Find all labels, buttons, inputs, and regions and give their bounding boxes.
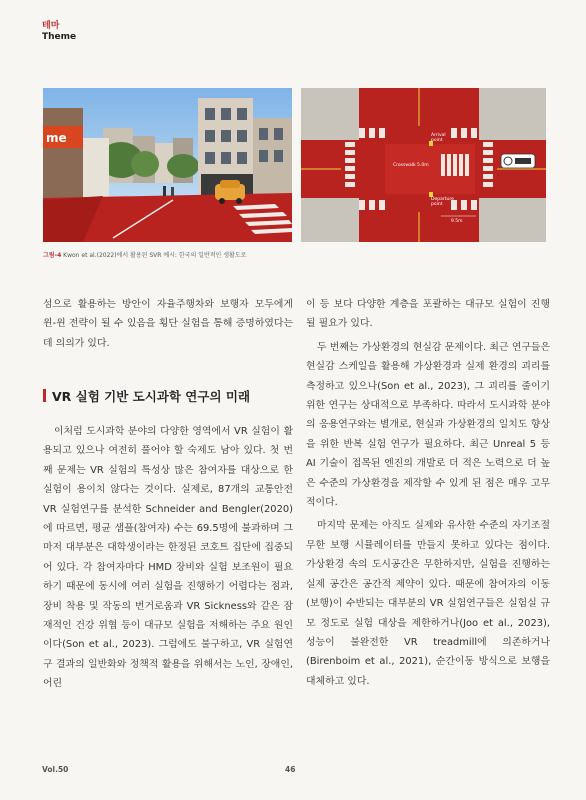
- left-column-body: [43, 422, 293, 694]
- right-column: [306, 295, 550, 691]
- paragraph: 마지막 문제는 아직도 실제와 유사한 수준의 자기조절 무한 보행 시뮬레이터를 만들지 못하고 있다는 점이다. 가상환경 속의 도시공간은 무한하지만, 실험을 진행하는 실제 공간은 공간적 제약이 있다. 때문에 참여자의 이동(보행)이 수반되는 대부분의 VR 실험연구들은 실험실 규모 정도로 실험 대상을 제한하거나(Joo et al., 2023), 성능이 불완전한 VR treadmill에 의존하거나(Birenboim et al., 2021), 순간이동 방식으로 보행을 대체하고 있다.: [306, 520, 550, 687]
- page-number: 46: [285, 765, 296, 774]
- section-label-korean: 테마: [42, 21, 60, 31]
- paragraph: 이 등 보다 다양한 계층을 포괄하는 대규모 실험이 진행될 필요가 있다.: [306, 299, 550, 330]
- section-heading: [43, 387, 250, 405]
- crosswalk-label: Crosswalk 5.0m: [393, 163, 429, 168]
- intersection-plan-image: [301, 88, 546, 242]
- heading-accent-bar: [43, 389, 46, 402]
- departure-point-label: Departure point: [431, 197, 454, 207]
- paragraph: 이처럼 도시과학 분야의 다양한 영역에서 VR 실험이 활용되고 있으나 여전히 풀어야 할 숙제도 남아 있다. 첫 번째 문제는 VR 실험의 특성상 많은 참여자를 대상으로 한 실험이 용이치 않다는 것이다. 실제로, 87개의 교통안전 VR 실험연구를 분석한 Schneider and Bengler(2020)에 따르면, 평균 샘플(참여자) 수는 69.5명에 불과하며 그마저 대부분은 대학생이라는 한정된 코호트 집단에 집중되어 있다. 각 참여자마다 HMD 장비와 실험 보조원이 필요하기 때문에 동시에 여러 실험을 진행하기 어렵다는 점과, 장비 착용 및 작동의 번거로움과 VR Sickness와 같은 잠재적인 건강 위협 등이 대규모 실험을 저해하는 주요 원인이다(Son et al., 2023). 그럼에도 불구하고, VR 실험연구 결과의 일반화와 정책적 활용을 위해서는 노인, 장애인, 어린: [43, 426, 293, 690]
- paragraph: 섬으로 활용하는 방안이 자율주행차와 보행자 모두에게 윈-윈 전략이 될 수 있음을 횡단 실험을 통해 증명하였다는 데 의의가 있다.: [43, 299, 293, 349]
- figure: [43, 88, 546, 242]
- section-heading-text: VR 실험 기반 도시과학 연구의 미래: [52, 389, 251, 404]
- paragraph: 두 번째는 가상환경의 현실감 문제이다. 최근 연구들은 현실감 스케일을 활용해 가상환경과 실제 환경의 괴리를 측정하고 있으나(Son et al., 2023), 그 괴리를 줄이기 위한 연구는 상대적으로 부족하다. 따라서 도시과학 분야의 응용연구와는 별개로, 현실과 가상환경의 일치도 향상을 위한 반복 실험 연구가 필요하다. 최근 Unreal 5 등 AI 기술이 접목된 엔진의 개발로 더 적은 노력으로 더 높은 수준의 가상환경을 제작할 수 있게 된 점은 매우 고무적이다.: [306, 341, 550, 509]
- shop-sign-text: me: [46, 131, 67, 145]
- street-scene-image: [43, 88, 292, 242]
- figure-caption-text: Kwon et al.(2022)에서 활용된 SVR 예시: 한국의 일반적인 생활도로: [61, 252, 247, 259]
- section-label-english: Theme: [42, 32, 77, 42]
- figure-caption-tag: 그림-4: [43, 252, 62, 259]
- arrival-point-label: Arrival point: [431, 133, 446, 143]
- width-label: 9.5m: [451, 219, 463, 224]
- section-header: [42, 21, 76, 43]
- volume-number: Vol.50: [42, 765, 69, 774]
- left-column-intro: [43, 295, 293, 353]
- figure-caption: [43, 250, 246, 259]
